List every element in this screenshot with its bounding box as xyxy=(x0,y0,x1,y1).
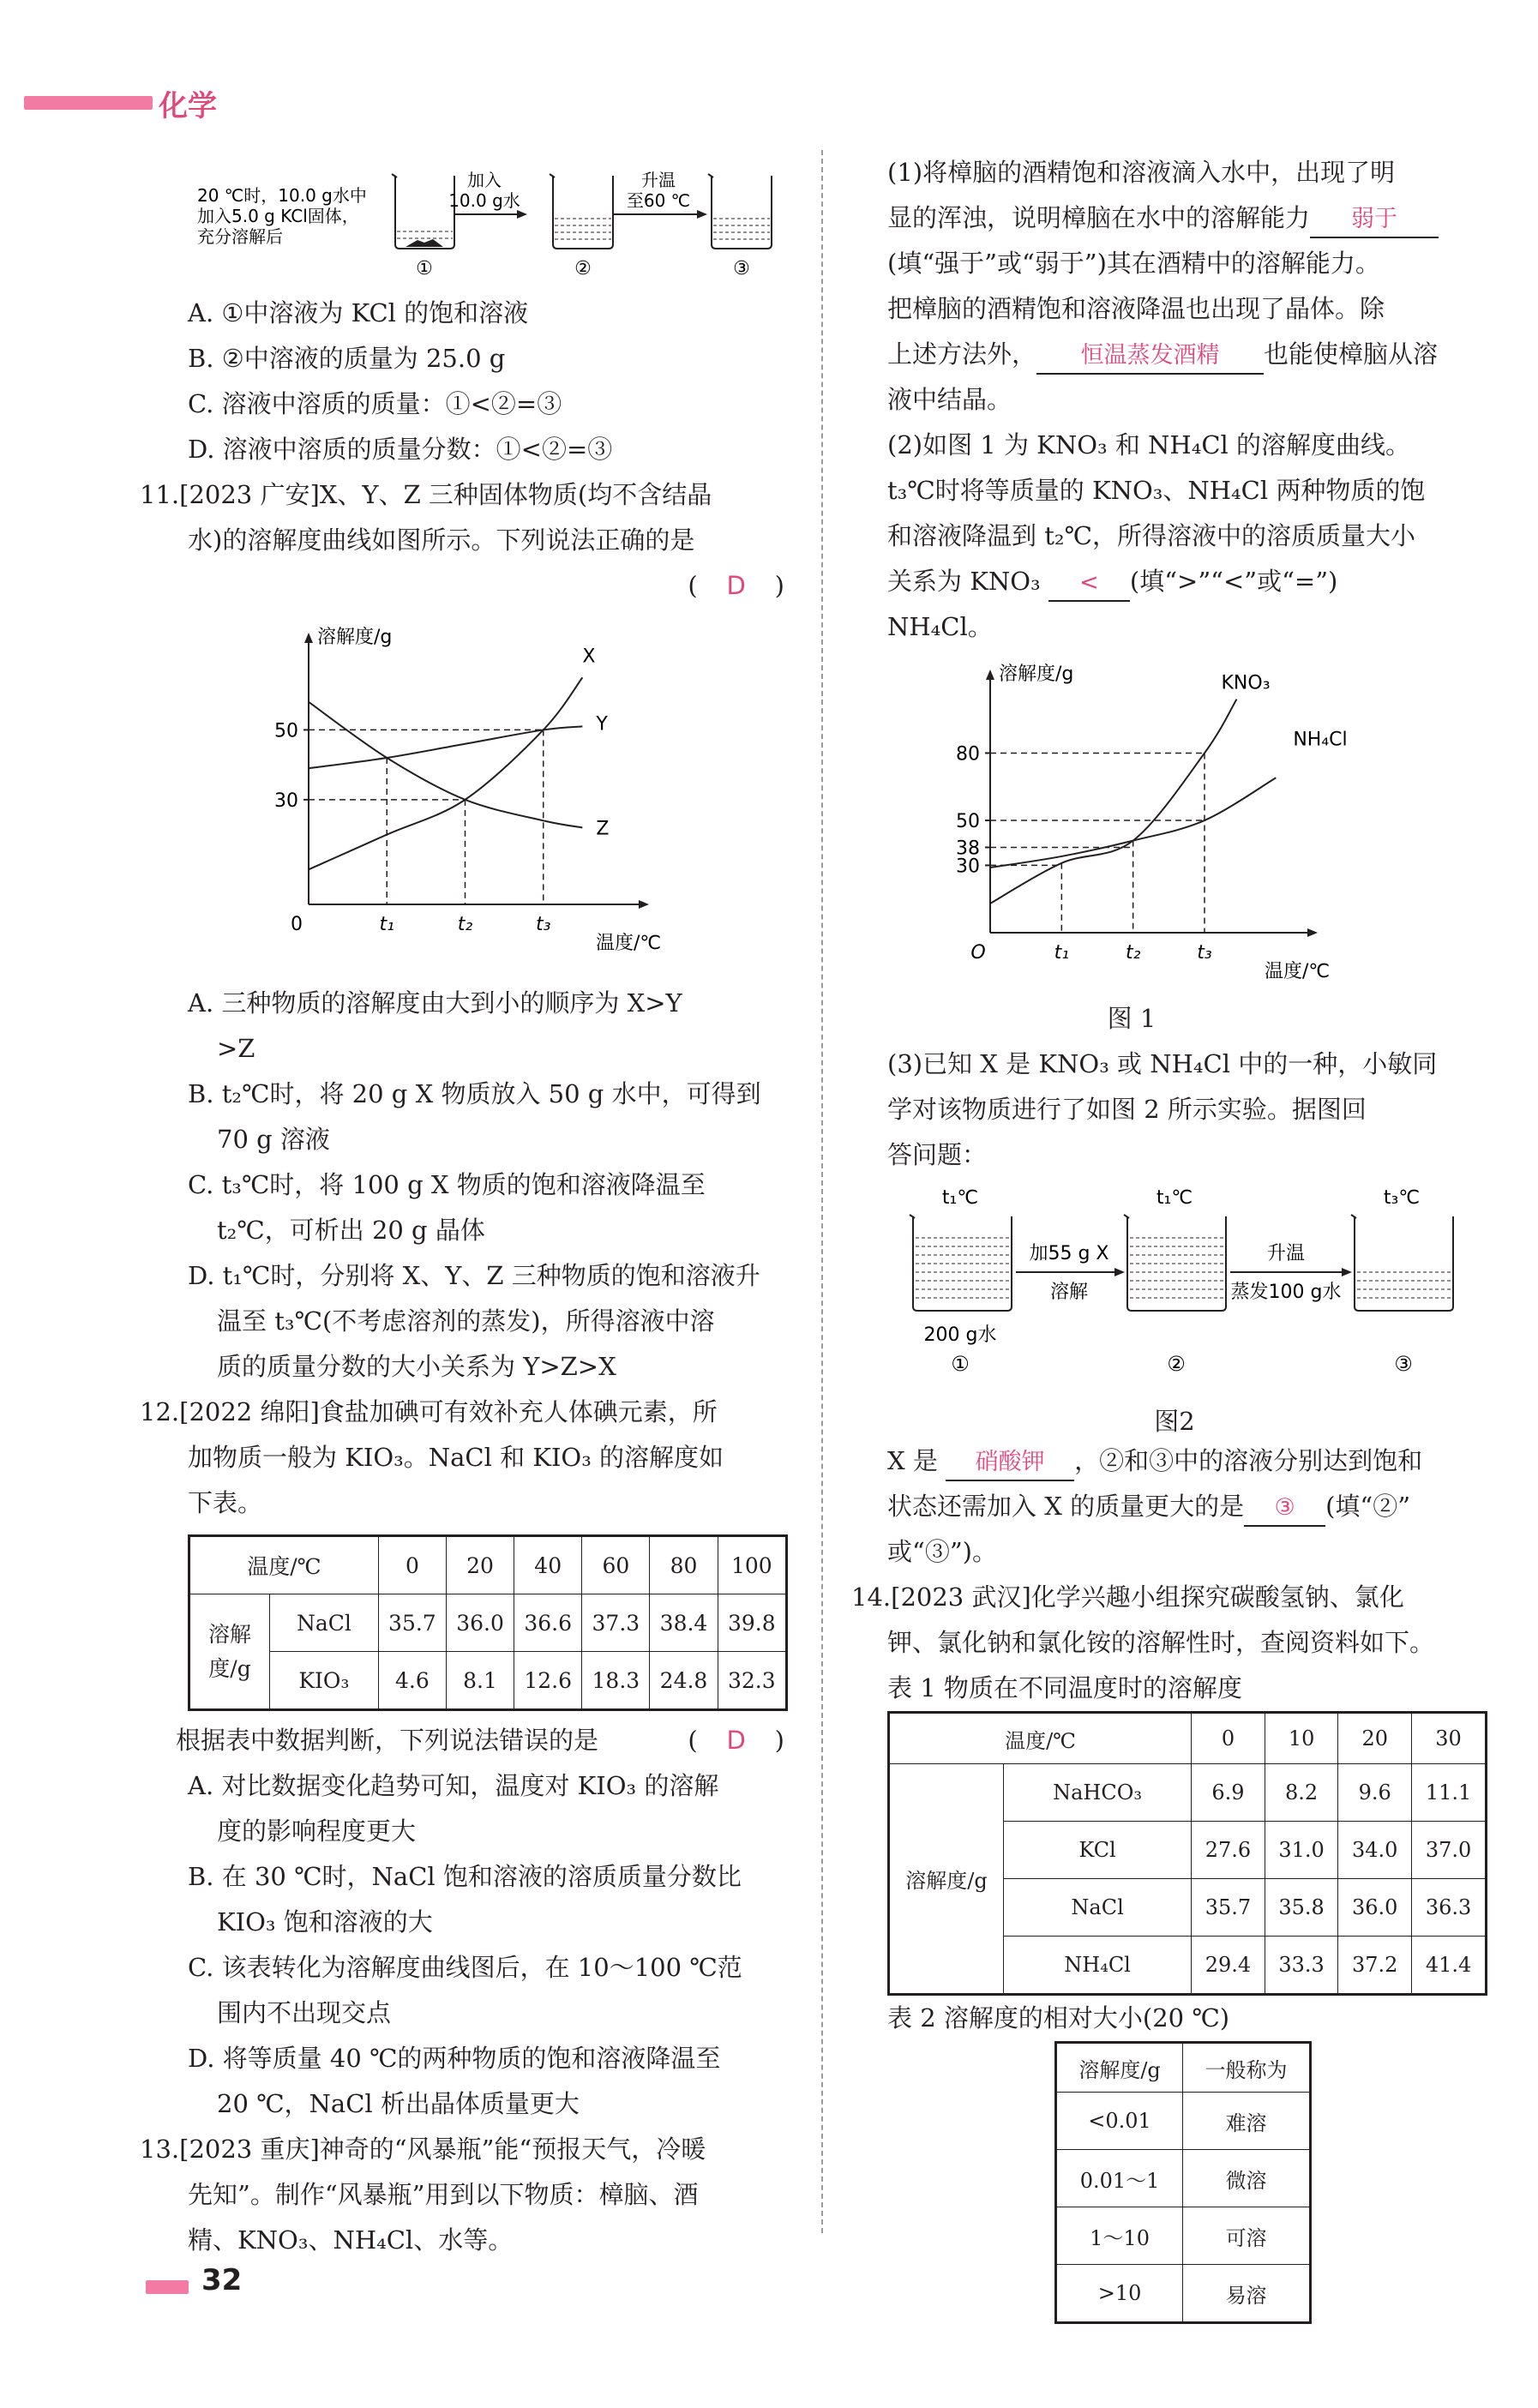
q14-cell: 36.0 xyxy=(1338,1879,1412,1937)
q12-temp-0: 0 xyxy=(378,1536,446,1594)
q14-table2-row xyxy=(1056,2265,1311,2323)
q13-figure1-chart xyxy=(887,650,1487,993)
q13-part3-answers xyxy=(887,1438,1487,1575)
q13-part2 xyxy=(887,423,1487,650)
q12-temp-2: 40 xyxy=(514,1536,582,1594)
left-column xyxy=(140,150,793,2263)
q14-table2-cell: <0.01 xyxy=(1056,2093,1183,2150)
footer-accent-bar xyxy=(146,2280,189,2294)
q12-answer: D xyxy=(726,1726,746,1755)
q12-question: 根据表中数据判断，下列说法错误的是 xyxy=(176,1726,599,1755)
q13-p3-line1: (3)已知 X 是 KNO₃ 或 NH₄Cl 中的一种，小敏同 xyxy=(887,1049,1438,1078)
q14-table2 xyxy=(1054,2041,1312,2324)
q12-cell: 39.8 xyxy=(718,1594,786,1652)
y-tick-label: 50 xyxy=(274,720,298,742)
fig2-arrow2-bottom: 蒸发100 g水 xyxy=(1230,1282,1342,1303)
q13-p1-line6: 液中结晶。 xyxy=(887,385,1012,414)
q13-p3-line4-b: ，②和③中的溶液分别达到饱和 xyxy=(1074,1446,1423,1475)
q12-cell: 24.8 xyxy=(650,1652,718,1710)
q11-answer-line: ( D ) xyxy=(176,563,793,609)
q13-p1-blank1: 弱于 xyxy=(1310,202,1439,238)
q14-cell: 8.2 xyxy=(1265,1764,1338,1822)
q14-cell: 29.4 xyxy=(1192,1937,1265,1995)
q12-option-d-line1: D. 将等质量 40 ℃的两种物质的饱和溶液降温至 xyxy=(188,2044,721,2073)
q14-table1-temp: 30 xyxy=(1412,1713,1487,1764)
q11-option-d-line1: D. t₁℃时，分别将 X、Y、Z 三种物质的饱和溶液升 xyxy=(188,1261,760,1290)
q12-option-a-line1: A. 对比数据变化趋势可知，温度对 KIO₃ 的溶解 xyxy=(188,1771,719,1800)
q13-p2-blank: < xyxy=(1048,566,1130,602)
fig2-label-3: ③ xyxy=(1394,1352,1413,1376)
q12-option-d-line2: 20 ℃，NaCl 析出晶体质量更大 xyxy=(217,2089,580,2118)
q10-option-b: B. ②中溶液的质量为 25.0 g xyxy=(188,344,506,373)
question-14 xyxy=(851,1575,1487,2324)
q14-cell: 35.8 xyxy=(1265,1879,1338,1937)
q11-stem-line1: [2023 广安]X、Y、Z 三种固体物质(均不含结晶 xyxy=(179,480,712,509)
q12-stem-line3: 下表。 xyxy=(188,1488,263,1517)
q11-option-b-line2: 70 g 溶液 xyxy=(217,1125,330,1154)
y-tick-label: 80 xyxy=(956,743,980,766)
q14-table2-cell: 难溶 xyxy=(1183,2093,1311,2150)
q14-table2-header: 溶解度/g xyxy=(1056,2043,1183,2093)
q13-p1-line5 xyxy=(887,332,1487,377)
q13-p3-line2: 学对该物质进行了如图 2 所示实验。据图回 xyxy=(887,1095,1367,1124)
q11-answer: D xyxy=(726,571,746,600)
q13-p2-line1: (2)如图 1 为 KNO₃ 和 NH₄Cl 的溶解度曲线。 xyxy=(887,430,1411,459)
q10-beaker-figure xyxy=(176,150,793,287)
q12-option-c-line1: C. 该表转化为溶解度曲线图后，在 10～100 ℃范 xyxy=(188,1953,742,1982)
q12-option-b-line2: KIO₃ 饱和溶液的大 xyxy=(217,1907,433,1937)
q10-option-c: C. 溶液中溶质的质量：①<②=③ xyxy=(188,389,562,418)
q12-cell: 35.7 xyxy=(378,1594,446,1652)
fig2-label-1: ① xyxy=(951,1352,970,1376)
q11-solubility-chart xyxy=(176,609,793,977)
q10-options xyxy=(176,291,793,472)
x-tick-label: t₁ xyxy=(379,914,394,935)
q12-option-c-line2: 围内不出现交点 xyxy=(217,1998,392,2027)
header-accent-bar xyxy=(24,96,153,110)
origin-label: 0 xyxy=(291,914,303,935)
y-tick-label: 38 xyxy=(956,838,980,860)
q12-table-row-nacl xyxy=(189,1594,787,1652)
q13-p3-line4-a: X 是 xyxy=(887,1446,938,1475)
x-axis-arrow xyxy=(639,900,649,909)
q10-desc-line2: 加入5.0 g KCl固体， xyxy=(197,206,359,226)
x-tick-label: t₁ xyxy=(1054,942,1070,964)
q13-p2-line4-a: 关系为 KNO₃ xyxy=(887,567,1041,596)
q13-part3 xyxy=(887,1042,1487,1178)
y-tick-label: 30 xyxy=(274,790,298,812)
q14-cell: 6.9 xyxy=(1192,1764,1265,1822)
q13-p1-line2-text: 显的浑浊，说明樟脑在水中的溶解能力 xyxy=(887,203,1311,232)
y-axis-label: 溶解度/g xyxy=(999,664,1074,685)
q13-p3-line5-b: (填“②” xyxy=(1325,1492,1411,1521)
q12-stem-line2: 加物质一般为 KIO₃。NaCl 和 KIO₃ 的溶解度如 xyxy=(188,1443,724,1472)
series-label-1: NH₄Cl xyxy=(1293,729,1348,751)
q14-table1 xyxy=(887,1711,1487,1996)
q13-p1-line3: (填“强于”或“弱于”)其在酒精中的溶解能力。 xyxy=(887,249,1380,278)
q14-table2-cell: >10 xyxy=(1056,2265,1183,2323)
q13-p2-line3: 和溶液降温到 t₂℃，所得溶液中的溶质质量大小 xyxy=(887,521,1415,550)
q13-figure1-caption: 图 1 xyxy=(1107,1004,1157,1033)
q14-table1-row-name: NaCl xyxy=(1004,1879,1192,1937)
q14-number: 14. xyxy=(851,1582,892,1612)
q10-option-a: A. ①中溶液为 KCl 的饱和溶液 xyxy=(188,298,529,327)
q12-row-group-line2: 度/g xyxy=(208,1655,251,1681)
fig2-arrow1-bottom: 溶解 xyxy=(1049,1282,1089,1303)
q12-row-name-kio3: KIO₃ xyxy=(270,1652,379,1710)
q14-table2-header-row xyxy=(1056,2043,1311,2093)
q13-p2-line4-b: (填“>”“<”或“=”) xyxy=(1129,567,1338,596)
q11-option-d-line3: 质的质量分数的大小关系为 Y>Z>X xyxy=(217,1352,616,1381)
x-axis-arrow xyxy=(1307,928,1318,937)
fig2-label-2: ② xyxy=(1167,1352,1186,1376)
q13-p3-blank2: ③ xyxy=(1244,1491,1325,1527)
q12-cell: 36.0 xyxy=(446,1594,514,1652)
q11-stem-line2: 水)的溶解度曲线如图所示。下列说法正确的是 xyxy=(188,525,695,555)
q10-label-2: ② xyxy=(574,258,592,279)
x-axis-label: 温度/℃ xyxy=(1265,961,1331,982)
y-axis-label: 溶解度/g xyxy=(317,627,393,648)
beaker-3 xyxy=(708,174,772,249)
page-number: 32 xyxy=(201,2263,243,2297)
q14-table2-cell: 0.01～1 xyxy=(1056,2150,1183,2207)
q14-table1-temp: 20 xyxy=(1338,1713,1412,1764)
y-tick-label: 50 xyxy=(956,811,980,833)
q13-p3-line5-a: 状态还需加入 X 的质量更大的是 xyxy=(887,1492,1245,1521)
right-column xyxy=(851,150,1487,2324)
q13-stem-line3: 精、KNO₃、NH₄Cl、水等。 xyxy=(188,2225,514,2255)
q14-cell: 37.2 xyxy=(1338,1937,1412,1995)
q13-p3-line5 xyxy=(887,1484,1487,1529)
q14-table2-cell: 微溶 xyxy=(1183,2150,1311,2207)
q14-table1-row xyxy=(889,1764,1487,1822)
fig2-temp-1: t₁℃ xyxy=(941,1187,979,1209)
x-tick-label: t₂ xyxy=(457,914,473,935)
q13-p1-line1: (1)将樟脑的酒精饱和溶液滴入水中，出现了明 xyxy=(887,158,1396,187)
q12-temp-1: 20 xyxy=(446,1536,514,1594)
q11-option-c-line2: t₂℃，可析出 20 g 晶体 xyxy=(217,1216,485,1245)
fig2-beaker-2 xyxy=(1124,1215,1226,1311)
fig2-water-label: 200 g水 xyxy=(923,1324,997,1346)
q12-table-header-label: 温度/℃ xyxy=(189,1536,379,1594)
column-divider xyxy=(821,150,823,2233)
question-13-stem xyxy=(140,2127,793,2263)
q13-p3-line6: 或“③”)。 xyxy=(887,1537,997,1566)
q14-table2-cell: 易溶 xyxy=(1183,2265,1311,2323)
q12-cell: 32.3 xyxy=(718,1652,786,1710)
q14-table1-row-name: KCl xyxy=(1004,1822,1192,1879)
q14-cell: 31.0 xyxy=(1265,1822,1338,1879)
q12-row-group-label xyxy=(189,1594,270,1710)
y-tick-label: 30 xyxy=(956,856,980,878)
q10-option-d: D. 溶液中溶质的质量分数：①<②=③ xyxy=(188,435,613,464)
fig2-temp-2: t₁℃ xyxy=(1156,1187,1193,1209)
q13-p1-blank2: 恒温蒸发酒精 xyxy=(1036,339,1264,375)
q12-cell: 38.4 xyxy=(650,1594,718,1652)
q12-option-b-line1: B. 在 30 ℃时，NaCl 饱和溶液的溶质质量分数比 xyxy=(188,1862,742,1891)
fig2-beaker-1 xyxy=(910,1215,1012,1311)
q10-label-3: ③ xyxy=(733,258,750,279)
series-label-0: KNO₃ xyxy=(1221,672,1271,694)
q13-p3-line3: 答问题： xyxy=(887,1140,988,1169)
q12-row-group-line1: 溶解 xyxy=(207,1621,251,1647)
q12-table-row-kio3 xyxy=(189,1652,787,1710)
series-label-2: Z xyxy=(596,818,610,840)
q14-cell: 27.6 xyxy=(1192,1822,1265,1879)
q14-table1-row-name: NH₄Cl xyxy=(1004,1937,1192,1995)
fig2-beaker-3 xyxy=(1351,1215,1453,1311)
q14-cell: 41.4 xyxy=(1412,1937,1487,1995)
q14-cell: 34.0 xyxy=(1338,1822,1412,1879)
q13-p1-line5-b: 也能使樟脑从溶 xyxy=(1264,339,1439,369)
q12-number: 12. xyxy=(140,1397,180,1426)
q13-p2-line5: NH₄Cl。 xyxy=(887,612,993,641)
q12-stem-line1: [2022 绵阳]食盐加碘可有效补充人体碘元素，所 xyxy=(179,1397,718,1426)
series-label-0: X xyxy=(582,646,596,668)
q14-cell: 33.3 xyxy=(1265,1937,1338,1995)
q14-table1-temp: 0 xyxy=(1192,1713,1265,1764)
q10-desc-line1: 20 ℃时，10.0 g水中 xyxy=(197,185,367,206)
q12-cell: 12.6 xyxy=(514,1652,582,1710)
question-12 xyxy=(140,1390,793,2127)
q11-number: 11. xyxy=(140,480,180,509)
q13-part1 xyxy=(887,150,1487,423)
q14-cell: 37.0 xyxy=(1412,1822,1487,1879)
q12-temp-3: 60 xyxy=(582,1536,650,1594)
q13-figure2-caption: 图2 xyxy=(1154,1407,1195,1436)
q14-table2-header: 一般称为 xyxy=(1183,2043,1311,2093)
fig2-arrow1-top: 加55 g X xyxy=(1029,1243,1109,1264)
q12-cell: 36.6 xyxy=(514,1594,582,1652)
q14-cell: 36.3 xyxy=(1412,1879,1487,1937)
q12-option-a-line2: 度的影响程度更大 xyxy=(217,1817,417,1846)
beaker-2 xyxy=(550,174,613,249)
q14-stem-line2: 钾、氯化钠和氯化铵的溶解性时，查阅资料如下。 xyxy=(887,1628,1435,1657)
q13-stem-line2: 先知”。制作“风暴瓶”用到以下物质：樟脑、酒 xyxy=(188,2180,699,2209)
fig2-arrow2-top: 升温 xyxy=(1266,1243,1306,1264)
q14-table1-header-row xyxy=(889,1713,1487,1764)
q12-cell: 8.1 xyxy=(446,1652,514,1710)
q12-row-name-nacl: NaCl xyxy=(270,1594,379,1652)
q10-arrow1-bottom: 10.0 g水 xyxy=(448,190,520,211)
q13-p1-line4: 把樟脑的酒精饱和溶液降温也出现了晶体。除 xyxy=(887,294,1385,323)
q13-stem-line1: [2023 重庆]神奇的“风暴瓶”能“预报天气，冷暖 xyxy=(179,2135,706,2164)
q11-option-a-line2: >Z xyxy=(217,1034,255,1063)
subject-title: 化学 xyxy=(159,89,217,123)
q13-p2-line4 xyxy=(887,559,1487,604)
q12-question-line: 根据表中数据判断，下列说法错误的是 ( D ) xyxy=(176,1718,793,1763)
q14-cell: 35.7 xyxy=(1192,1879,1265,1937)
q14-table2-title: 表 2 溶解度的相对大小(20 ℃) xyxy=(887,2003,1230,2033)
origin-label: O xyxy=(970,942,986,964)
q12-table-header-row xyxy=(189,1536,787,1594)
beaker-1 xyxy=(392,174,454,249)
q12-temp-4: 80 xyxy=(650,1536,718,1594)
q10-desc-line3: 充分溶解后 xyxy=(197,226,283,247)
q12-temp-5: 100 xyxy=(718,1536,786,1594)
q12-solubility-table xyxy=(188,1534,788,1711)
q11-option-d-line2: 温至 t₃℃(不考虑溶剂的蒸发)，所得溶液中溶 xyxy=(217,1306,715,1336)
q10-arrow2-bottom: 至60 ℃ xyxy=(626,190,691,211)
q14-stem-line1: [2023 武汉]化学兴趣小组探究碳酸氢钠、氯化 xyxy=(891,1582,1404,1612)
x-tick-label: t₂ xyxy=(1125,942,1141,964)
q14-table2-cell: 1～10 xyxy=(1056,2207,1183,2265)
q14-table2-row xyxy=(1056,2207,1311,2265)
q12-cell: 18.3 xyxy=(582,1652,650,1710)
q12-cell: 4.6 xyxy=(378,1652,446,1710)
x-tick-label: t₃ xyxy=(536,914,551,935)
q13-p3-blank1: 硝酸钾 xyxy=(946,1445,1074,1481)
q13-p1-line2 xyxy=(887,195,1487,241)
q13-p3-line4 xyxy=(887,1438,1487,1484)
q14-table2-cell: 可溶 xyxy=(1183,2207,1311,2265)
q13-figure2-experiment xyxy=(887,1178,1487,1401)
q14-cell: 11.1 xyxy=(1412,1764,1487,1822)
q14-table1-temp: 10 xyxy=(1265,1713,1338,1764)
q13-number: 13. xyxy=(140,2135,180,2164)
q13-p1-line5-a: 上述方法外， xyxy=(887,339,1037,369)
q14-table1-header-label: 温度/℃ xyxy=(889,1713,1192,1764)
y-axis-arrow xyxy=(304,633,313,643)
x-axis-label: 温度/℃ xyxy=(596,933,662,954)
q14-table1-title: 表 1 物质在不同温度时的溶解度 xyxy=(887,1673,1242,1702)
question-11 xyxy=(140,472,793,1390)
q10-arrow2-top: 升温 xyxy=(641,170,676,190)
q14-table2-row xyxy=(1056,2093,1311,2150)
q14-table1-row-group: 溶解度/g xyxy=(889,1764,1004,1995)
series-line-0 xyxy=(309,677,582,869)
q14-table1-row-name: NaHCO₃ xyxy=(1004,1764,1192,1822)
q14-table2-row xyxy=(1056,2150,1311,2207)
fig2-temp-3: t₃℃ xyxy=(1383,1187,1421,1209)
q11-option-b-line1: B. t₂℃时，将 20 g X 物质放入 50 g 水中，可得到 xyxy=(188,1079,761,1108)
q11-option-c-line1: C. t₃℃时，将 100 g X 物质的饱和溶液降温至 xyxy=(188,1170,706,1199)
series-line-2 xyxy=(309,702,582,828)
q11-option-a-line1: A. 三种物质的溶解度由大到小的顺序为 X>Y xyxy=(188,988,682,1018)
q10-label-1: ① xyxy=(416,258,433,279)
series-line-0 xyxy=(990,700,1237,904)
q14-cell: 9.6 xyxy=(1338,1764,1412,1822)
y-axis-arrow xyxy=(986,670,994,680)
series-label-1: Y xyxy=(596,713,608,736)
x-tick-label: t₃ xyxy=(1197,942,1212,964)
q10-arrow1-top: 加入 xyxy=(467,170,502,190)
q13-p2-line2: t₃℃时将等质量的 KNO₃、NH₄Cl 两种物质的饱 xyxy=(887,476,1426,505)
q12-cell: 37.3 xyxy=(582,1594,650,1652)
